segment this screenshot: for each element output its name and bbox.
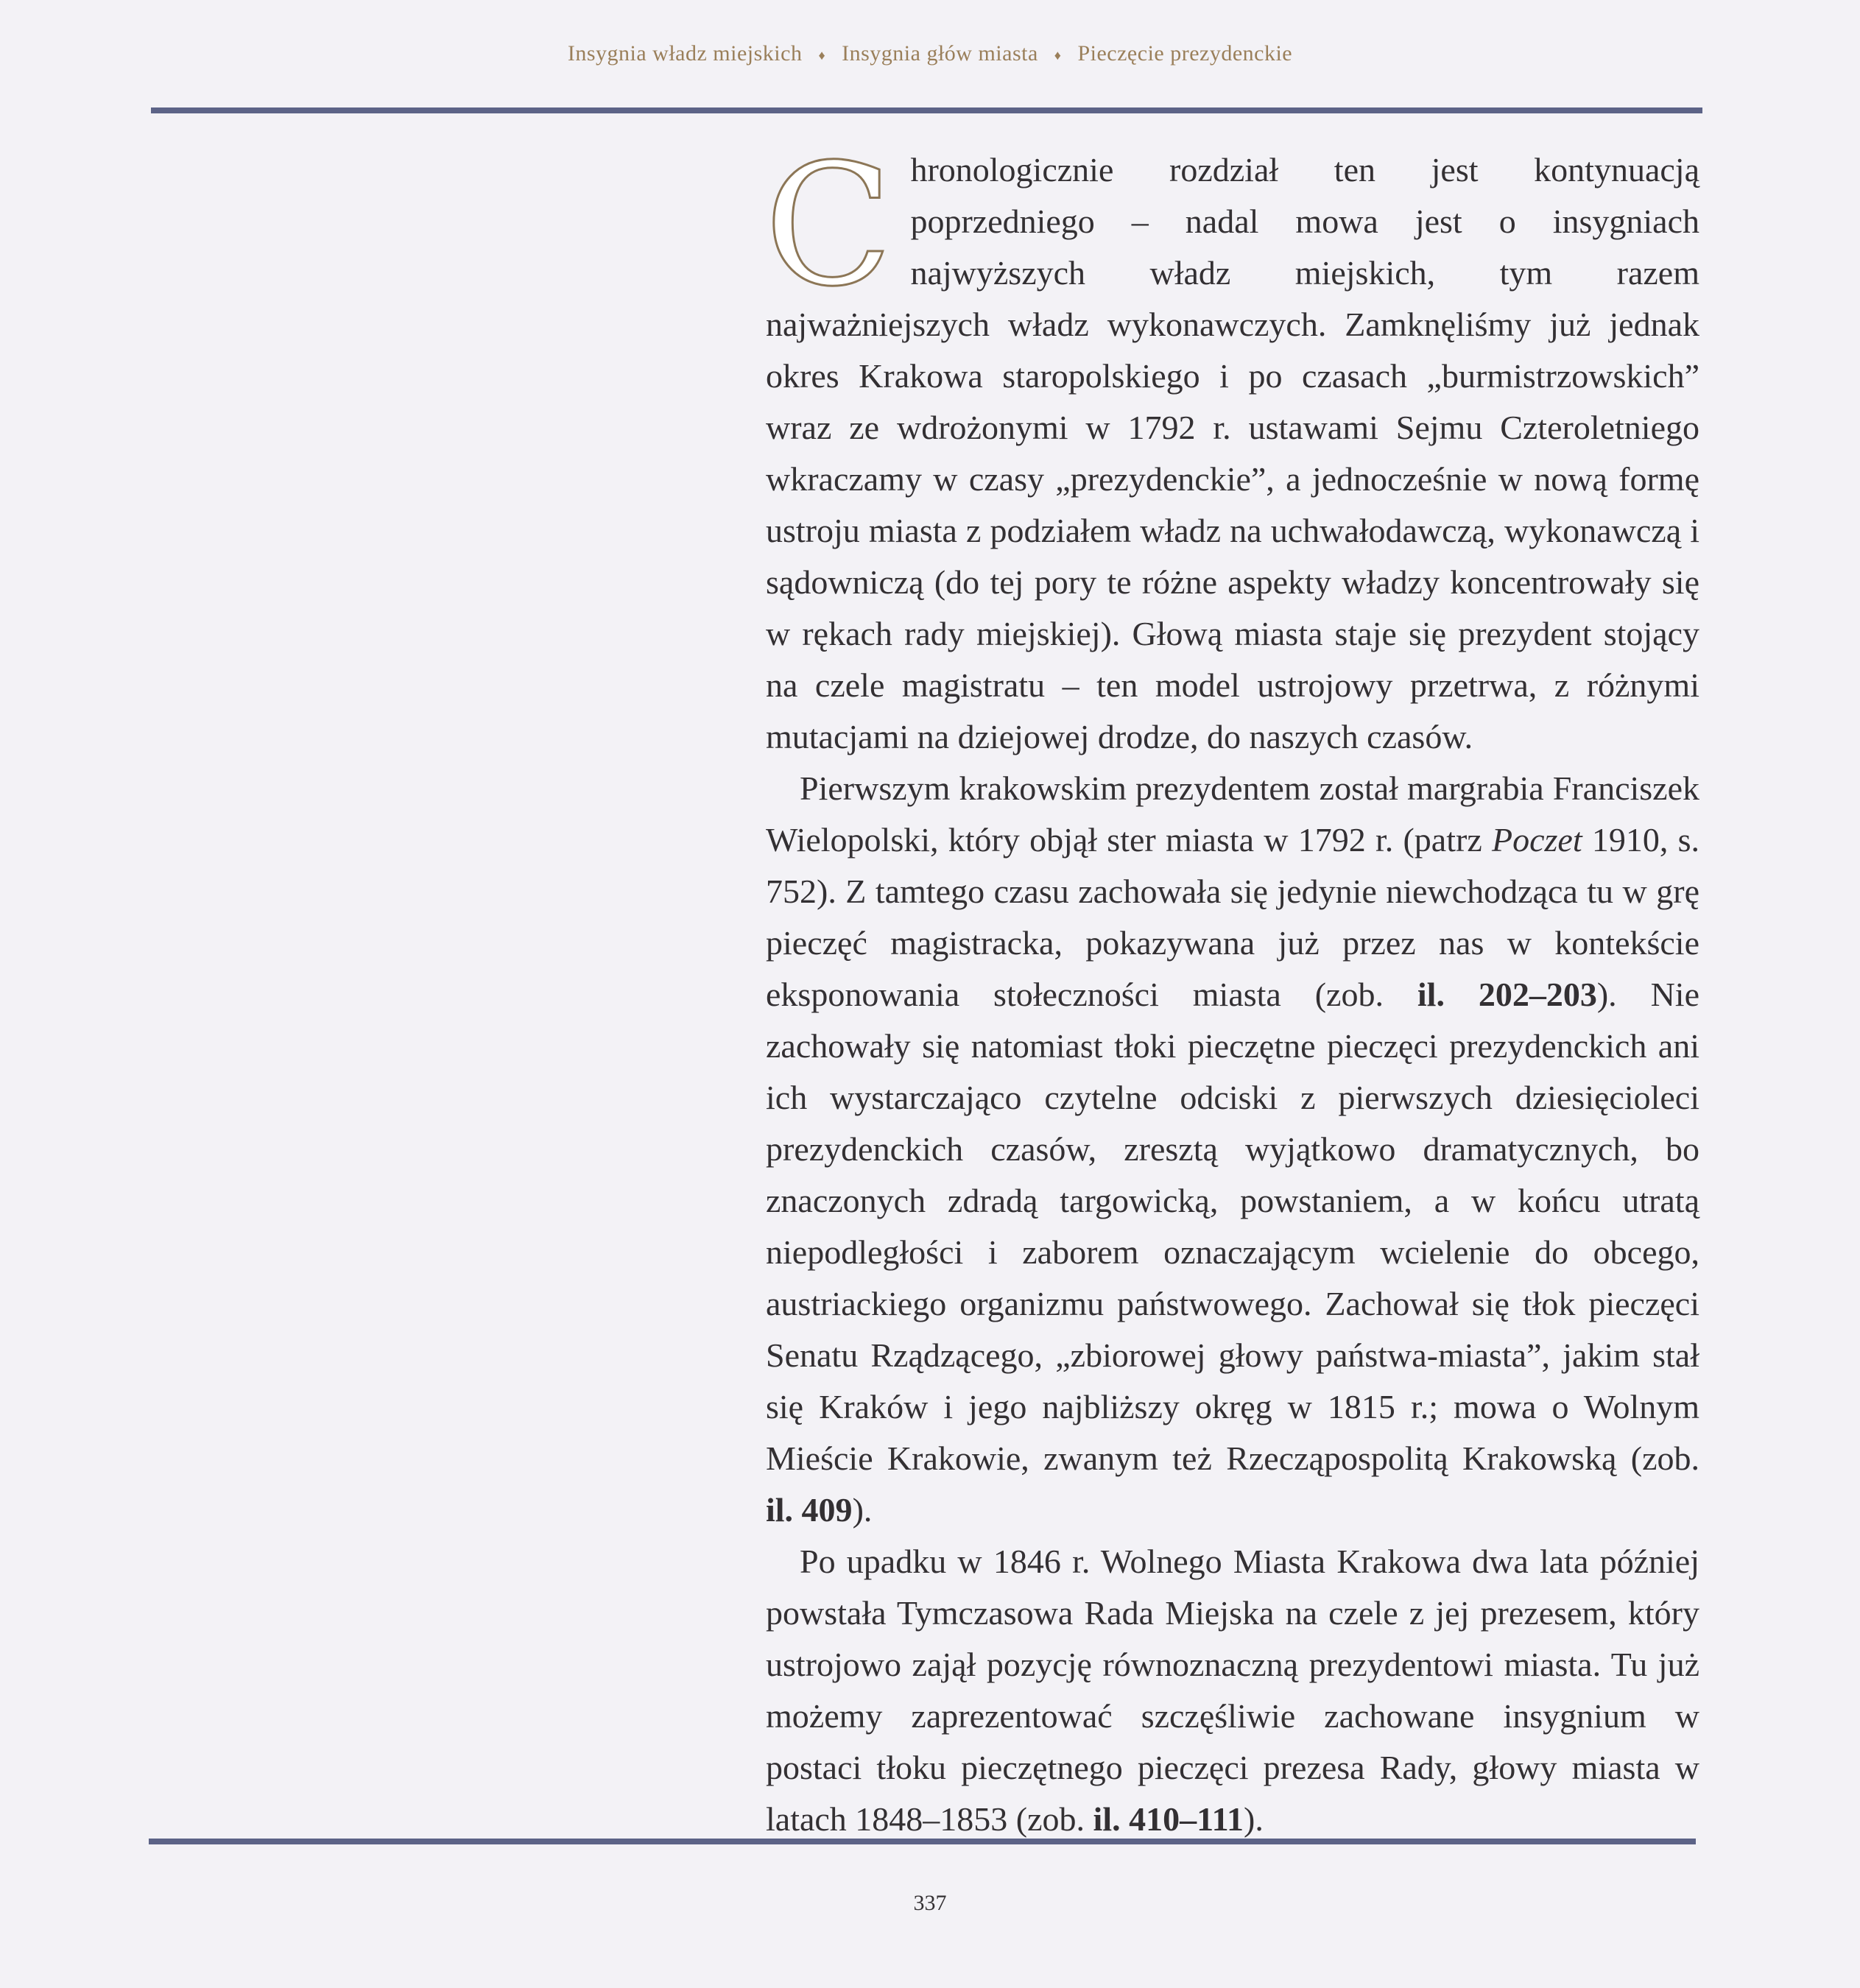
- header-crumb-2: Insygnia głów miasta: [842, 41, 1038, 66]
- paragraph-2-text-b: 1910, s. 752). Z tamtego czasu zachowała się jedynie niewchodząca tu w grę pieczęć magistracka, pokazywana już przez nas w kontekście eksponowania stołeczności miasta (zob.: [766, 821, 1699, 1013]
- drop-cap: C: [764, 127, 893, 323]
- illustration-reference: il. 410–111: [1093, 1800, 1244, 1838]
- citation-title: Poczet: [1491, 821, 1582, 859]
- header-separator-1: ♦: [818, 47, 826, 63]
- paragraph-1-text: hronologicznie rozdział ten jest kontynuacją poprzedniego – nadal mowa jest o insygniach najwyższych władz miejskich, tym razem najważniejszych władz wykonawczych. Zamknęliśmy już jednak okres Krakowa staropolskiego i po czasach „burmistrzowskich” wraz ze wdrożonymi w 1792 r. ustawami Sejmu Czteroletniego wkraczamy w czasy „prezydenckie”, a jednocześnie w nową formę ustroju miasta z podziałem władz na uchwałodawczą, wykonawczą i sądowniczą (do tej pory te różne aspekty władzy koncentrowały się w rękach rady miejskiej). Głową miasta staje się prezydent stojący na czele magistratu – ten model ustrojowy przetrwa, z różnymi mutacjami na dziejowej drodze, do naszych czasów.: [766, 151, 1699, 755]
- paragraph-2-text-c: ). Nie zachowały się natomiast tłoki pieczętne pieczęci prezydenckich ani ich wystarczająco czytelne odciski z pierwszych dziesięcioleci prezydenckich czasów, zresztą wyjątkowo dramatycznych, bo znaczonych zdradą targowicką, powstaniem, a w końcu utratą niepodległości i zaborem oznaczającym wcielenie do obcego, austriackiego organizmu państwowego. Zachował się tłok pieczęci Senatu Rządzącego, „zbiorowej głowy państwa-miasta”, jakim stał się Kraków i jego najbliższy okręg w 1815 r.; mowa o Wolnym Mieście Krakowie, zwanym też Rzecząpospolitą Krakowską (zob.: [766, 976, 1699, 1477]
- header-separator-2: ♦: [1054, 47, 1062, 63]
- illustration-reference: il. 409: [766, 1491, 853, 1529]
- paragraph-3-text-a: Po upadku w 1846 r. Wolnego Miasta Krakowa dwa lata później powstała Tymczasowa Rada Miejska na czele z jej prezesem, który ustrojowo zajął pozycję równoznaczną prezydentowi miasta. Tu już możemy zaprezentować szczęśliwie zachowane insygnium w postaci tłoku pieczętnego pieczęci prezesa Rady, głowy miasta w latach 1848–1853 (zob.: [766, 1543, 1699, 1838]
- paragraph-1: [764, 127, 1699, 763]
- running-header: [0, 41, 1860, 66]
- paragraph-2: [766, 763, 1699, 1536]
- bottom-rule: [149, 1839, 1696, 1844]
- paragraph-2-text-d: ).: [852, 1491, 873, 1529]
- paragraph-2-text-a: Pierwszym krakowskim prezydentem został margrabia Franciszek Wielopolski, który objął ster miasta w 1792 r. (patrz: [766, 769, 1699, 859]
- page-number: 337: [913, 1891, 947, 1915]
- illustration-reference: il. 202–203: [1417, 976, 1597, 1013]
- header-crumb-1: Insygnia władz miejskich: [567, 41, 803, 66]
- top-rule: [151, 107, 1702, 113]
- body-text: [764, 127, 1699, 1845]
- paragraph-3-text-b: ).: [1244, 1800, 1264, 1838]
- header-crumb-3: Pieczęcie prezydenckie: [1077, 41, 1293, 66]
- paragraph-3: [766, 1536, 1699, 1845]
